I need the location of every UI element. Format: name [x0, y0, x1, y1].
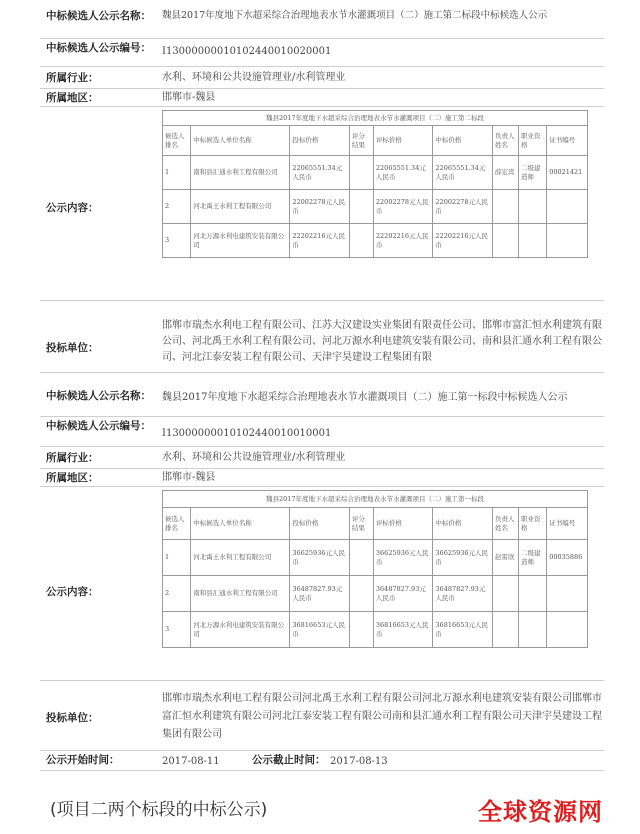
- cell-score: [349, 156, 373, 190]
- value-industry: 水利、环境和公共设施管理业/水利管理业: [162, 72, 346, 83]
- cell-win-price: 36816653元人民币: [433, 612, 493, 648]
- cell-qualification: 二级建造师: [519, 156, 547, 190]
- candidate-table: [162, 490, 588, 648]
- table-header-row: [163, 508, 588, 540]
- watermark-logo: 全球资源网: [478, 798, 603, 826]
- cell-win-price: 22002278元人民币: [433, 190, 493, 224]
- divider: [40, 66, 604, 67]
- cell-cert-no: [547, 612, 588, 648]
- header-win-price: 中标价格: [433, 126, 493, 156]
- cell-bid-price: 36625936元人民币: [290, 540, 350, 576]
- divider: [40, 88, 604, 89]
- cell-bid-price: 36816653元人民币: [290, 612, 350, 648]
- header-cert-no: 证书编号: [547, 126, 588, 156]
- cell-eval-price: 22002278元人民币: [373, 190, 433, 224]
- cell-manager: [492, 224, 518, 258]
- cell-qualification: [519, 576, 547, 612]
- cell-qualification: [519, 190, 547, 224]
- cell-rank: 2: [163, 190, 191, 224]
- divider: [40, 446, 604, 447]
- label-content: 公示内容：: [46, 586, 99, 598]
- cell-score: [349, 224, 373, 258]
- header-rank: 候选人排名: [163, 126, 191, 156]
- cell-manager: 赵雷欣: [492, 540, 518, 576]
- header-eval-price: 评标价格: [373, 508, 433, 540]
- table-title: 魏县2017年度地下水超采综合治理地表水节水灌溉项目（二）施工第二标段: [163, 111, 588, 126]
- header-cert-no: 证书编号: [547, 508, 588, 540]
- value-region: 邯郸市-魏县: [162, 92, 216, 103]
- value-notice-name: 魏县2017年度地下水超采综合治理地表水节水灌溉项目（二）施工第二标段中标候选人公示: [162, 10, 548, 21]
- label-bidders: 投标单位：: [46, 342, 99, 354]
- cell-eval-price: 36487827.93元人民币: [373, 576, 433, 612]
- divider: [40, 770, 604, 771]
- label-bidders: 投标单位：: [46, 712, 99, 724]
- cell-cert-no: 00021421: [547, 156, 588, 190]
- divider: [40, 416, 604, 417]
- label-start-time: 公示开始时间：: [46, 754, 120, 766]
- candidate-table: [162, 110, 588, 258]
- label-notice-name: 中标候选人公示名称：: [46, 10, 151, 22]
- label-end-time: 公示截止时间：: [252, 754, 326, 766]
- table-header-row: [163, 126, 588, 156]
- cell-win-price: 22202216元人民币: [433, 224, 493, 258]
- cell-cert-no: [547, 224, 588, 258]
- cell-manager: [492, 612, 518, 648]
- table-row: [163, 576, 588, 612]
- cell-company: 南和县汇通水利工程有限公司: [191, 576, 290, 612]
- cell-company: 南和县汇通水利工程有限公司: [191, 156, 290, 190]
- header-manager: 负责人姓名: [492, 508, 518, 540]
- divider: [40, 486, 604, 487]
- caption: (项目二两个标段的中标公示): [50, 800, 268, 820]
- cell-win-price: 36625936元人民币: [433, 540, 493, 576]
- cell-score: [349, 190, 373, 224]
- cell-company: 河北禹王水利工程有限公司: [191, 540, 290, 576]
- cell-bid-price: 22202216元人民币: [290, 224, 350, 258]
- cell-qualification: [519, 224, 547, 258]
- header-win-price: 中标价格: [433, 508, 493, 540]
- label-industry: 所属行业：: [46, 452, 99, 464]
- divider: [40, 38, 604, 39]
- cell-bid-price: 22002278元人民币: [290, 190, 350, 224]
- label-region: 所属地区：: [46, 92, 99, 104]
- value-start-time: 2017-08-11: [162, 756, 220, 767]
- cell-manager: [492, 190, 518, 224]
- value-bidders: 邯郸市瑞杰水利电工程有限公司河北禹王水利工程有限公司河北万源水利电建筑安装有限公司邯郸市富汇恒水利建筑有限公司河北江泰安装工程有限公司南和县汇通水利工程有限公司天津宇昊建设工程集团有限公司: [162, 693, 602, 740]
- cell-cert-no: [547, 190, 588, 224]
- header-bid-price: 投标价格: [290, 126, 350, 156]
- label-notice-id: 中标候选人公示编号：: [46, 420, 151, 432]
- divider: [40, 680, 604, 681]
- cell-bid-price: 36487827.93元人民币: [290, 576, 350, 612]
- label-region: 所属地区：: [46, 472, 99, 484]
- cell-score: [349, 540, 373, 576]
- header-manager: 负责人姓名: [492, 126, 518, 156]
- cell-score: [349, 612, 373, 648]
- header-qualification: 职业资格: [519, 508, 547, 540]
- value-notice-id: I13000000010102440010010001: [162, 428, 332, 439]
- cell-company: 河北万源水利电建筑安装有限公司: [191, 224, 290, 258]
- divider: [40, 106, 604, 107]
- cell-score: [349, 576, 373, 612]
- value-notice-name: 魏县2017年度地下水超采综合治理地表水节水灌溉项目（二）施工第一标段中标候选人公示: [162, 392, 568, 403]
- table-row: [163, 156, 588, 190]
- label-notice-id: 中标候选人公示编号：: [46, 42, 151, 54]
- cell-eval-price: 36625936元人民币: [373, 540, 433, 576]
- cell-eval-price: 22065551.34元人民币: [373, 156, 433, 190]
- cell-win-price: 36487827.93元人民币: [433, 576, 493, 612]
- divider: [40, 372, 604, 373]
- value-notice-id: I13000000010102440010020001: [162, 46, 332, 57]
- header-qualification: 职业资格: [519, 126, 547, 156]
- cell-bid-price: 22065551.34元人民币: [290, 156, 350, 190]
- value-region: 邯郸市-魏县: [162, 472, 216, 483]
- label-industry: 所属行业：: [46, 72, 99, 84]
- header-rank: 候选人排名: [163, 508, 191, 540]
- cell-rank: 3: [163, 612, 191, 648]
- cell-rank: 1: [163, 540, 191, 576]
- cell-qualification: [519, 612, 547, 648]
- value-bidders: 邯郸市瑞杰水利电工程有限公司、江苏大汉建设实业集团有限责任公司、邯郸市富汇恒水利建筑有限公司、河北禹王水利工程有限公司、河北万源水利电建筑安装有限公司、南和县汇通水利工程有限公司、河北江泰安装工程有限公司、天津宇昊建设工程集团有限: [162, 320, 602, 363]
- header-company: 中标候选人单位名称: [191, 126, 290, 156]
- cell-manager: [492, 576, 518, 612]
- value-end-time: 2017-08-13: [330, 756, 388, 767]
- table-row: [163, 612, 588, 648]
- cell-win-price: 22065551.34元人民币: [433, 156, 493, 190]
- divider: [40, 468, 604, 469]
- value-industry: 水利、环境和公共设施管理业/水利管理业: [162, 452, 346, 463]
- cell-qualification: 二级建造师: [519, 540, 547, 576]
- header-company: 中标候选人单位名称: [191, 508, 290, 540]
- label-notice-name: 中标候选人公示名称：: [46, 390, 151, 402]
- header-eval-price: 评标价格: [373, 126, 433, 156]
- cell-company: 河北万源水利电建筑安装有限公司: [191, 612, 290, 648]
- cell-rank: 1: [163, 156, 191, 190]
- table-row: [163, 540, 588, 576]
- cell-manager: 薛宏宾: [492, 156, 518, 190]
- cell-eval-price: 36816653元人民币: [373, 612, 433, 648]
- cell-eval-price: 22202216元人民币: [373, 224, 433, 258]
- table-row: [163, 190, 588, 224]
- header-bid-price: 投标价格: [290, 508, 350, 540]
- cell-cert-no: 00035886: [547, 540, 588, 576]
- divider: [40, 300, 604, 301]
- header-score: 评分结果: [349, 126, 373, 156]
- label-content: 公示内容：: [46, 202, 99, 214]
- table-title: 魏县2017年度地下水超采综合治理地表水节水灌溉项目（二）施工第一标段: [163, 491, 588, 508]
- cell-company: 河北禹王水利工程有限公司: [191, 190, 290, 224]
- cell-rank: 2: [163, 576, 191, 612]
- cell-rank: 3: [163, 224, 191, 258]
- header-score: 评分结果: [349, 508, 373, 540]
- divider: [40, 750, 604, 751]
- table-row: [163, 224, 588, 258]
- cell-cert-no: [547, 576, 588, 612]
